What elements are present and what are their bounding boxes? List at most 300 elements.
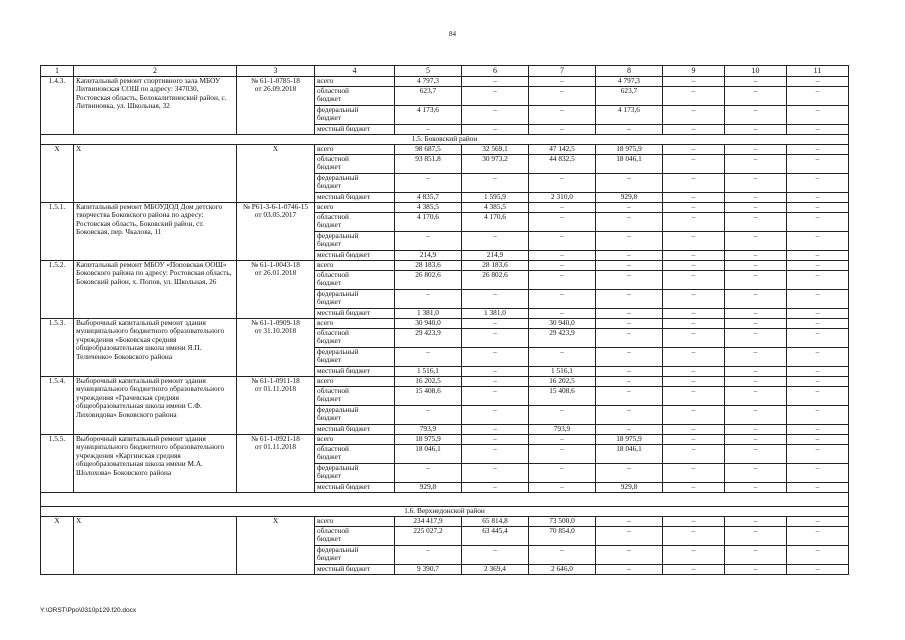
amount-cell: 929,8: [395, 482, 462, 492]
amount-cell: –: [725, 144, 787, 154]
budget-table: [40, 65, 849, 575]
amount-cell: –: [596, 516, 663, 526]
amount-cell: 70 854,0: [529, 526, 596, 545]
amount-cell: –: [725, 545, 787, 564]
amount-cell: –: [787, 328, 849, 347]
amount-cell: 18 975,9: [596, 144, 663, 154]
amount-cell: –: [725, 386, 787, 405]
budget-source-label: областной бюджет: [315, 386, 395, 405]
conclusion-number: № 61-1-0043-18 от 26.01.2018: [237, 260, 315, 318]
amount-cell: 15 408,6: [529, 386, 596, 405]
table-row: [41, 202, 849, 212]
amount-cell: –: [787, 144, 849, 154]
amount-cell: –: [663, 105, 725, 124]
amount-cell: –: [725, 76, 787, 86]
header-cell: 2: [74, 66, 237, 77]
amount-cell: –: [529, 347, 596, 366]
amount-cell: –: [663, 376, 725, 386]
amount-cell: –: [395, 405, 462, 424]
amount-cell: 98 687,5: [395, 144, 462, 154]
amount-cell: 44 832,5: [529, 154, 596, 173]
amount-cell: –: [787, 376, 849, 386]
header-row: [41, 66, 849, 77]
amount-cell: –: [787, 76, 849, 86]
item-description: Выборочный капитальный ремонт здания муниципального бюджетного образовательного учреждения «Грачевская средняя общеобразовательная школа имени С.Ф. Лиховидова» Боковского района: [74, 376, 237, 434]
amount-cell: –: [725, 424, 787, 434]
table-row: [41, 376, 849, 386]
budget-source-label: областной бюджет: [315, 212, 395, 231]
amount-cell: 26 802,6: [462, 270, 529, 289]
amount-cell: 18 046,1: [395, 444, 462, 463]
amount-cell: –: [663, 328, 725, 347]
amount-cell: –: [725, 463, 787, 482]
amount-cell: –: [725, 328, 787, 347]
table-row: [41, 76, 849, 86]
amount-cell: –: [663, 424, 725, 434]
amount-cell: –: [663, 308, 725, 318]
budget-source-label: областной бюджет: [315, 270, 395, 289]
amount-cell: –: [725, 564, 787, 574]
amount-cell: –: [663, 516, 725, 526]
amount-cell: –: [725, 347, 787, 366]
conclusion-number: Х: [237, 144, 315, 202]
amount-cell: –: [787, 318, 849, 328]
header-cell: 7: [529, 66, 596, 77]
amount-cell: –: [663, 444, 725, 463]
amount-cell: –: [462, 124, 529, 134]
amount-cell: –: [663, 260, 725, 270]
amount-cell: –: [787, 154, 849, 173]
amount-cell: 30 973,2: [462, 154, 529, 173]
amount-cell: –: [787, 526, 849, 545]
amount-cell: –: [596, 212, 663, 231]
amount-cell: 18 046,1: [596, 444, 663, 463]
amount-cell: –: [725, 526, 787, 545]
amount-cell: 18 046,1: [596, 154, 663, 173]
conclusion-number: № 61-1-0785-18 от 26.09.2018: [237, 76, 315, 134]
amount-cell: –: [663, 463, 725, 482]
amount-cell: –: [787, 386, 849, 405]
budget-source-label: федеральный бюджет: [315, 231, 395, 250]
amount-cell: –: [596, 260, 663, 270]
amount-cell: –: [462, 444, 529, 463]
amount-cell: 4 797,3: [395, 76, 462, 86]
item-description: Капитальный ремонт спортивного зала МБОУ Литвиновская СОШ по адресу: 347030, Ростовская область, Белокалитвинский район, с. Литвиновка, ул. Школьная, 32: [74, 76, 237, 134]
amount-cell: –: [725, 212, 787, 231]
amount-cell: 793,9: [529, 424, 596, 434]
header-cell: 11: [787, 66, 849, 77]
budget-source-label: всего: [315, 144, 395, 154]
amount-cell: –: [787, 270, 849, 289]
amount-cell: 4 385,5: [462, 202, 529, 212]
amount-cell: –: [725, 289, 787, 308]
item-number: 1.5.5.: [41, 434, 74, 492]
amount-cell: –: [787, 308, 849, 318]
amount-cell: –: [725, 260, 787, 270]
amount-cell: –: [725, 308, 787, 318]
amount-cell: –: [462, 231, 529, 250]
amount-cell: –: [787, 105, 849, 124]
amount-cell: –: [596, 366, 663, 376]
item-description: Х: [74, 144, 237, 202]
amount-cell: –: [725, 173, 787, 192]
amount-cell: –: [663, 231, 725, 250]
amount-cell: 28 183,6: [395, 260, 462, 270]
amount-cell: –: [725, 86, 787, 105]
amount-cell: 16 202,5: [529, 376, 596, 386]
amount-cell: –: [462, 405, 529, 424]
amount-cell: –: [663, 192, 725, 202]
budget-source-label: федеральный бюджет: [315, 105, 395, 124]
amount-cell: –: [395, 173, 462, 192]
amount-cell: –: [596, 308, 663, 318]
amount-cell: –: [787, 463, 849, 482]
amount-cell: –: [462, 463, 529, 482]
amount-cell: –: [596, 386, 663, 405]
amount-cell: –: [787, 424, 849, 434]
page-number: 84: [449, 30, 456, 38]
budget-source-label: областной бюджет: [315, 444, 395, 463]
amount-cell: –: [787, 545, 849, 564]
amount-cell: 15 408,6: [395, 386, 462, 405]
amount-cell: –: [663, 250, 725, 260]
amount-cell: –: [787, 434, 849, 444]
amount-cell: –: [787, 289, 849, 308]
amount-cell: –: [596, 202, 663, 212]
amount-cell: –: [462, 289, 529, 308]
amount-cell: –: [529, 405, 596, 424]
amount-cell: –: [725, 366, 787, 376]
header-cell: 1: [41, 66, 74, 77]
amount-cell: –: [529, 202, 596, 212]
section-title: 1.5. Боковский район: [41, 134, 849, 144]
amount-cell: –: [596, 376, 663, 386]
amount-cell: –: [462, 434, 529, 444]
amount-cell: –: [787, 366, 849, 376]
amount-cell: 4 173,6: [395, 105, 462, 124]
budget-source-label: местный бюджет: [315, 424, 395, 434]
amount-cell: –: [663, 564, 725, 574]
amount-cell: –: [663, 347, 725, 366]
item-description: Выборочный капитальный ремонт здания муниципального бюджетного образовательного учреждения «Каргинская средняя общеобразовательная школа имени М.А. Шолохова» Боковского района: [74, 434, 237, 492]
amount-cell: –: [725, 124, 787, 134]
budget-source-label: федеральный бюджет: [315, 289, 395, 308]
file-path-footer: Y:\ORST\Ppo\0310p129.f20.docx: [40, 607, 137, 614]
amount-cell: –: [596, 545, 663, 564]
amount-cell: –: [395, 231, 462, 250]
amount-cell: –: [787, 250, 849, 260]
amount-cell: 623,7: [395, 86, 462, 105]
amount-cell: –: [663, 154, 725, 173]
amount-cell: 4 170,6: [462, 212, 529, 231]
amount-cell: –: [596, 231, 663, 250]
amount-cell: –: [529, 231, 596, 250]
amount-cell: 18 975,9: [395, 434, 462, 444]
budget-source-label: всего: [315, 260, 395, 270]
amount-cell: 30 940,0: [395, 318, 462, 328]
amount-cell: –: [596, 405, 663, 424]
conclusion-number: № 61-1-0911-18 от 01.11.2018: [237, 376, 315, 434]
amount-cell: 30 940,0: [529, 318, 596, 328]
header-cell: 3: [237, 66, 315, 77]
amount-cell: –: [462, 347, 529, 366]
item-number: 1.5.4.: [41, 376, 74, 434]
amount-cell: 1 516,1: [529, 366, 596, 376]
amount-cell: –: [663, 86, 725, 105]
amount-cell: –: [663, 270, 725, 289]
budget-source-label: всего: [315, 434, 395, 444]
amount-cell: 26 802,6: [395, 270, 462, 289]
amount-cell: –: [725, 405, 787, 424]
amount-cell: –: [725, 376, 787, 386]
amount-cell: –: [529, 434, 596, 444]
amount-cell: –: [787, 231, 849, 250]
amount-cell: –: [787, 86, 849, 105]
item-description: Капитальный ремонт МБОУ «Поповская ООШ» Боковского района по адресу: Ростовская область, Боковский район, х. Попов, ул. Школьная, 26: [74, 260, 237, 318]
amount-cell: –: [663, 405, 725, 424]
amount-cell: 214,9: [395, 250, 462, 260]
amount-cell: –: [725, 250, 787, 260]
amount-cell: –: [725, 318, 787, 328]
amount-cell: –: [663, 202, 725, 212]
amount-cell: –: [462, 328, 529, 347]
amount-cell: 18 975,9: [596, 434, 663, 444]
budget-source-label: всего: [315, 202, 395, 212]
amount-cell: –: [787, 212, 849, 231]
table-row: [41, 318, 849, 328]
amount-cell: 29 423,9: [529, 328, 596, 347]
amount-cell: –: [787, 173, 849, 192]
amount-cell: –: [787, 564, 849, 574]
amount-cell: 2 310,0: [529, 192, 596, 202]
header-cell: 9: [663, 66, 725, 77]
item-number: 1.5.3.: [41, 318, 74, 376]
amount-cell: –: [395, 289, 462, 308]
item-number: 1.5.1.: [41, 202, 74, 260]
spacer-row: [41, 492, 849, 506]
amount-cell: –: [596, 289, 663, 308]
amount-cell: 929,8: [596, 482, 663, 492]
amount-cell: –: [529, 86, 596, 105]
amount-cell: –: [787, 192, 849, 202]
amount-cell: 29 423,9: [395, 328, 462, 347]
amount-cell: 63 445,4: [462, 526, 529, 545]
amount-cell: –: [529, 289, 596, 308]
amount-cell: 4 835,7: [395, 192, 462, 202]
budget-source-label: местный бюджет: [315, 124, 395, 134]
amount-cell: –: [529, 545, 596, 564]
amount-cell: 16 202,5: [395, 376, 462, 386]
amount-cell: –: [529, 260, 596, 270]
amount-cell: –: [462, 86, 529, 105]
amount-cell: –: [462, 76, 529, 86]
amount-cell: –: [596, 347, 663, 366]
amount-cell: –: [596, 526, 663, 545]
amount-cell: –: [663, 386, 725, 405]
amount-cell: –: [787, 260, 849, 270]
amount-cell: –: [462, 482, 529, 492]
amount-cell: 73 500,0: [529, 516, 596, 526]
amount-cell: –: [725, 192, 787, 202]
amount-cell: 4 173,6: [596, 105, 663, 124]
amount-cell: –: [596, 318, 663, 328]
amount-cell: –: [395, 463, 462, 482]
budget-source-label: областной бюджет: [315, 86, 395, 105]
amount-cell: 93 851,8: [395, 154, 462, 173]
amount-cell: –: [663, 318, 725, 328]
budget-source-label: областной бюджет: [315, 328, 395, 347]
table-row: [41, 144, 849, 154]
amount-cell: –: [462, 545, 529, 564]
conclusion-number: Х: [237, 516, 315, 574]
amount-cell: 32 569,1: [462, 144, 529, 154]
budget-source-label: областной бюджет: [315, 154, 395, 173]
amount-cell: 793,9: [395, 424, 462, 434]
amount-cell: 1 381,0: [462, 308, 529, 318]
amount-cell: 214,9: [462, 250, 529, 260]
amount-cell: –: [596, 250, 663, 260]
amount-cell: –: [596, 564, 663, 574]
amount-cell: –: [787, 405, 849, 424]
budget-source-label: местный бюджет: [315, 564, 395, 574]
budget-source-label: всего: [315, 516, 395, 526]
conclusion-number: № Р61-3-6-1-0746-15 от 03.05.2017: [237, 202, 315, 260]
budget-source-label: местный бюджет: [315, 192, 395, 202]
item-number: 1.4.3.: [41, 76, 74, 134]
budget-source-label: областной бюджет: [315, 526, 395, 545]
table-row: [41, 516, 849, 526]
amount-cell: –: [725, 231, 787, 250]
amount-cell: –: [725, 154, 787, 173]
amount-cell: –: [663, 144, 725, 154]
amount-cell: 1 595,9: [462, 192, 529, 202]
amount-cell: –: [663, 366, 725, 376]
amount-cell: –: [529, 270, 596, 289]
budget-source-label: всего: [315, 376, 395, 386]
amount-cell: 225 027,2: [395, 526, 462, 545]
item-number: Х: [41, 144, 74, 202]
item-number: 1.5.2.: [41, 260, 74, 318]
amount-cell: –: [663, 545, 725, 564]
amount-cell: –: [725, 202, 787, 212]
amount-cell: –: [787, 444, 849, 463]
amount-cell: 65 814,8: [462, 516, 529, 526]
amount-cell: –: [395, 124, 462, 134]
amount-cell: –: [596, 173, 663, 192]
amount-cell: –: [725, 516, 787, 526]
amount-cell: –: [663, 434, 725, 444]
budget-source-label: федеральный бюджет: [315, 347, 395, 366]
amount-cell: –: [787, 124, 849, 134]
budget-source-label: местный бюджет: [315, 250, 395, 260]
budget-source-label: федеральный бюджет: [315, 173, 395, 192]
amount-cell: –: [462, 366, 529, 376]
amount-cell: 9 390,7: [395, 564, 462, 574]
budget-source-label: федеральный бюджет: [315, 405, 395, 424]
amount-cell: 4 385,5: [395, 202, 462, 212]
amount-cell: –: [596, 270, 663, 289]
budget-source-label: федеральный бюджет: [315, 463, 395, 482]
amount-cell: –: [663, 76, 725, 86]
amount-cell: –: [529, 124, 596, 134]
amount-cell: –: [462, 376, 529, 386]
amount-cell: –: [787, 482, 849, 492]
amount-cell: –: [529, 463, 596, 482]
amount-cell: 234 417,9: [395, 516, 462, 526]
amount-cell: –: [787, 516, 849, 526]
amount-cell: –: [462, 173, 529, 192]
amount-cell: –: [529, 105, 596, 124]
amount-cell: –: [395, 545, 462, 564]
budget-source-label: местный бюджет: [315, 366, 395, 376]
amount-cell: –: [663, 482, 725, 492]
amount-cell: 47 142,5: [529, 144, 596, 154]
amount-cell: –: [529, 308, 596, 318]
amount-cell: –: [529, 250, 596, 260]
budget-source-label: всего: [315, 76, 395, 86]
amount-cell: –: [462, 318, 529, 328]
amount-cell: –: [663, 124, 725, 134]
amount-cell: –: [462, 105, 529, 124]
amount-cell: –: [529, 444, 596, 463]
amount-cell: –: [529, 212, 596, 231]
budget-source-label: федеральный бюджет: [315, 545, 395, 564]
amount-cell: –: [462, 386, 529, 405]
header-cell: 5: [395, 66, 462, 77]
header-cell: 4: [315, 66, 395, 77]
amount-cell: –: [596, 463, 663, 482]
amount-cell: –: [663, 289, 725, 308]
amount-cell: –: [596, 124, 663, 134]
table-row: [41, 260, 849, 270]
amount-cell: –: [462, 424, 529, 434]
item-description: Х: [74, 516, 237, 574]
amount-cell: 4 170,6: [395, 212, 462, 231]
amount-cell: –: [596, 424, 663, 434]
amount-cell: –: [529, 482, 596, 492]
budget-source-label: местный бюджет: [315, 482, 395, 492]
amount-cell: –: [663, 212, 725, 231]
amount-cell: –: [663, 173, 725, 192]
amount-cell: 929,8: [596, 192, 663, 202]
spacer-cell: [41, 492, 849, 506]
amount-cell: –: [663, 526, 725, 545]
conclusion-number: № 61-1-0909-18 от 31.10.2018: [237, 318, 315, 376]
amount-cell: –: [395, 347, 462, 366]
amount-cell: –: [529, 173, 596, 192]
amount-cell: –: [529, 76, 596, 86]
amount-cell: 4 797,3: [596, 76, 663, 86]
header-cell: 8: [596, 66, 663, 77]
item-description: Выборочный капитальный ремонт здания муниципального бюджетного образовательного учреждения «Боковская средняя общеобразовательная школа имени Я.П. Теличенко» Боковского района: [74, 318, 237, 376]
item-description: Капитальный ремонт МБОУДОД Дом детского творчества Боковского района по адресу: Ростовская область, Боковский район, ст. Боковская, пер. Чкалова, 11: [74, 202, 237, 260]
amount-cell: 1 516,1: [395, 366, 462, 376]
conclusion-number: № 61-1-0921-18 от 01.11.2018: [237, 434, 315, 492]
amount-cell: –: [725, 105, 787, 124]
amount-cell: –: [725, 482, 787, 492]
amount-cell: 2 646,0: [529, 564, 596, 574]
amount-cell: 28 183,6: [462, 260, 529, 270]
amount-cell: 2 369,4: [462, 564, 529, 574]
amount-cell: –: [725, 444, 787, 463]
budget-source-label: всего: [315, 318, 395, 328]
item-number: Х: [41, 516, 74, 574]
section-title: 1.6. Верхнедонской район: [41, 506, 849, 516]
amount-cell: 623,7: [596, 86, 663, 105]
amount-cell: –: [725, 434, 787, 444]
amount-cell: 1 381,0: [395, 308, 462, 318]
amount-cell: –: [787, 347, 849, 366]
